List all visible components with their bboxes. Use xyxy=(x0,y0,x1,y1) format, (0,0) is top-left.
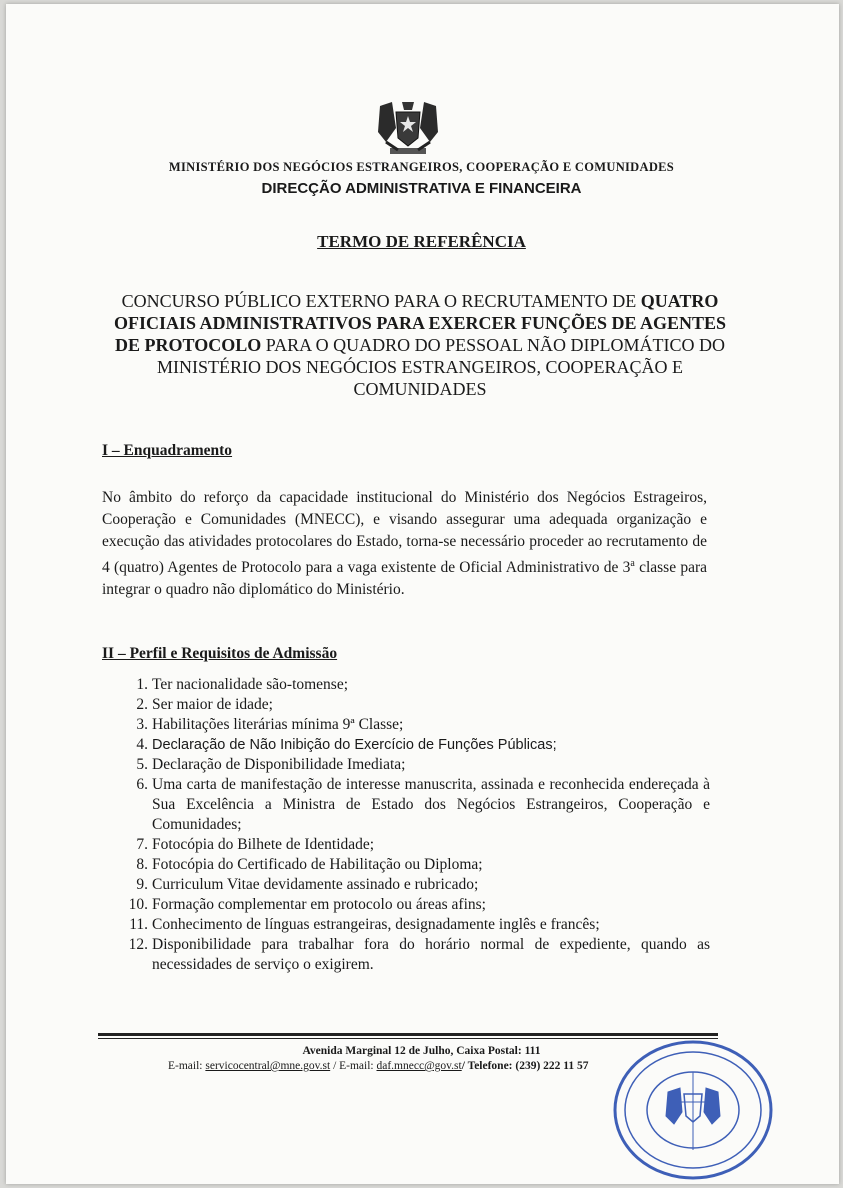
footer-address: Avenida Marginal 12 de Julho, Caixa Postal: 111 xyxy=(302,1045,541,1057)
coat-of-arms-icon xyxy=(372,98,444,160)
email-separator: / E-mail: xyxy=(330,1060,377,1072)
section-heading-enquadramento: I – Enquadramento xyxy=(102,442,233,459)
requirements-list xyxy=(120,675,710,975)
email-link-servicocentral[interactable]: servicocentral@mne.gov.st xyxy=(205,1060,331,1072)
ministry-name: MINISTÉRIO DOS NEGÓCIOS ESTRANGEIROS, COOPERAÇÃO E COMUNIDADES xyxy=(168,160,675,174)
paragraph-text-a: No âmbito do reforço da capacidade institucional do Ministério dos Negócios Estrageiros, Cooperação e Comunidades (MNECC), e visando assegurar uma adequada organização e execução das atividades protocolares do Estado, torna-se necessário proceder ao recrutamento de 4 (quatro) Agentes de Protocolo para a vaga existente de Oficial Administrativo de 3 xyxy=(102,489,707,577)
list-item: 3. Habilitações literárias mínima 9ª Classe; xyxy=(136,716,404,733)
list-item: 11. Conhecimento de línguas estrangeiras, designadamente inglês e francês; xyxy=(129,916,600,933)
email-link-daf[interactable]: daf.mnecc@gov.st xyxy=(376,1060,462,1072)
list-item: 10. Formação complementar em protocolo ou áreas afins; xyxy=(128,896,486,913)
footer-contacts xyxy=(168,1060,589,1072)
list-item: 8. Fotocópia do Certificado de Habilitação ou Diploma; xyxy=(136,856,483,873)
list-item: 6. Uma carta de manifestação de interesse manuscrita, assinada e reconhecida endereçada à Sua Excelência a Ministra de Estado dos Negócios Estrangeiros, Cooperação e Comunidades; xyxy=(136,776,710,833)
email-label: E-mail: xyxy=(168,1060,206,1072)
list-item: 5. Declaração de Disponibilidade Imediata; xyxy=(136,756,406,773)
paragraph-text-b: classe para integrar o quadro não diplomático do Ministério. xyxy=(102,559,707,599)
list-item: 2. Ser maior de idade; xyxy=(136,696,273,713)
paragraph-superscript: a xyxy=(630,558,635,569)
official-stamp-icon xyxy=(608,1032,778,1182)
list-item: 7. Fotocópia do Bilhete de Identidade; xyxy=(136,836,375,853)
document-title: TERMO DE REFERÊNCIA xyxy=(317,232,526,251)
list-item: 4. Declaração de Não Inibição do Exercício de Funções Públicas; xyxy=(136,736,557,753)
subject-bold: QUATRO OFICIAIS ADMINISTRATIVOS PARA EXERCER FUNÇÕES DE AGENTES DE PROTOCOLO xyxy=(113,291,727,355)
list-item: 12. Disponibilidade para trabalhar fora do horário normal de expediente, quando as necessidades de serviço o exigirem. xyxy=(128,936,710,973)
document-subject xyxy=(110,290,730,400)
section-heading-requisitos: II – Perfil e Requisitos de Admissão xyxy=(102,645,338,662)
telephone: / Telefone: (239) 222 11 57 xyxy=(461,1060,589,1072)
list-item: 1. Ter nacionalidade são-tomense; xyxy=(136,676,349,693)
section-paragraph xyxy=(102,487,707,601)
list-item: 9. Curriculum Vitae devidamente assinado e rubricado; xyxy=(136,876,479,893)
directorate-name: DIRECÇÃO ADMINISTRATIVA E FINANCEIRA xyxy=(261,180,582,197)
subject-part1: CONCURSO PÚBLICO EXTERNO PARA O RECRUTAMENTO DE xyxy=(121,291,637,311)
subject-part2: PARA O QUADRO DO PESSOAL NÃO DIPLOMÁTICO DO MINISTÉRIO DOS NEGÓCIOS ESTRANGEIROS, COOPERAÇÃO E COMUNIDADES xyxy=(156,335,725,399)
